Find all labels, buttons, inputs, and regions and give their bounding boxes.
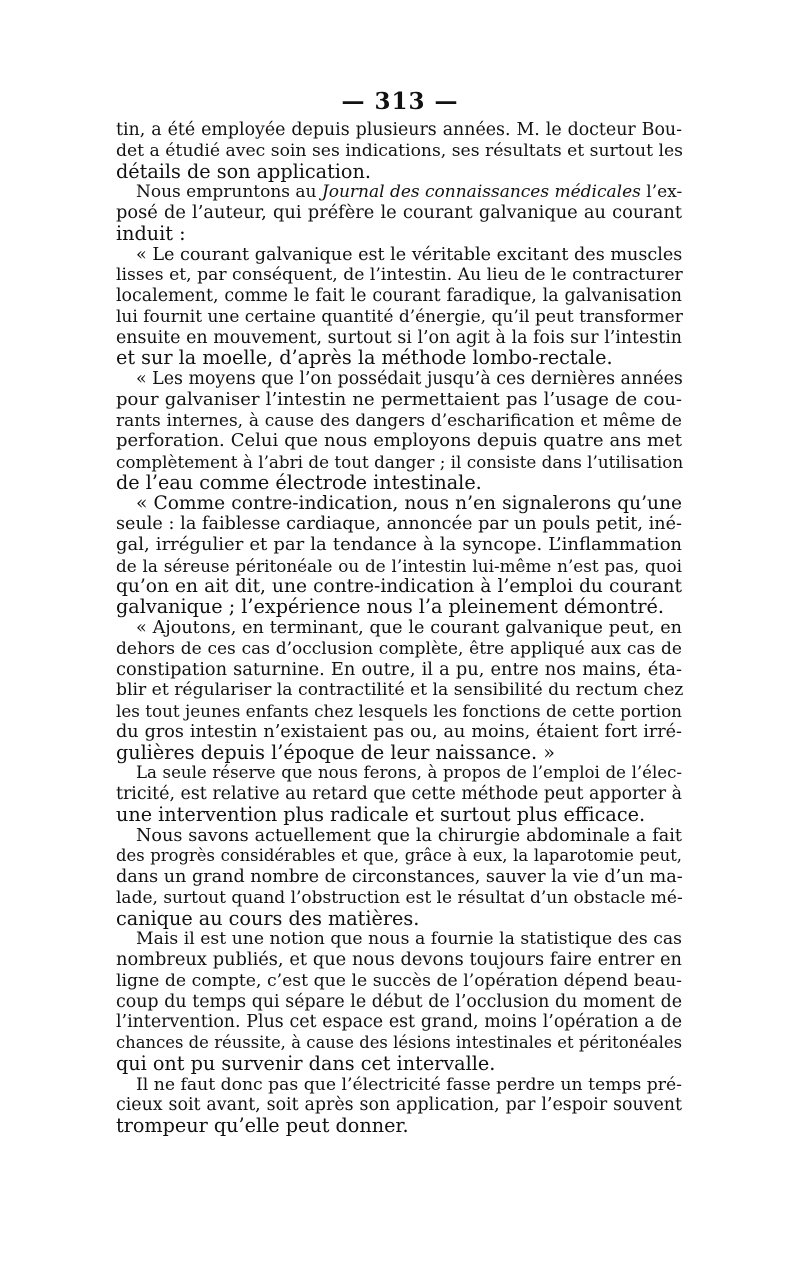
text-line <box>116 597 682 618</box>
text-line <box>116 577 682 598</box>
line-text: ensuite en mouvement, surtout si l’on agit à la fois sur l’intestin <box>116 327 682 348</box>
line-text: cieux soit avant, soit après son application, par l’espoir souvent <box>116 1095 682 1116</box>
text-line <box>116 390 682 411</box>
text-line <box>116 535 682 556</box>
text-line <box>116 245 682 266</box>
text-line <box>116 369 682 390</box>
text-line <box>116 740 682 764</box>
line-text: Mais il est une notion que nous a fournie la statistique des cas <box>136 929 682 950</box>
line-text: seule : la faiblesse cardiaque, annoncée par un pouls petit, iné- <box>116 514 682 535</box>
text-line <box>116 556 682 577</box>
text-line <box>116 431 682 452</box>
line-text: qui ont pu survenir dans cet intervalle. <box>116 1051 496 1075</box>
line-text: de l’eau comme électrode intestinale. <box>116 470 482 494</box>
line-text: des progrès considérables et que, grâce à eux, la laparotomie peut, <box>116 846 682 866</box>
body-text <box>116 120 682 1137</box>
line-text: ligne de compte, c’est que le succès de l’opération dépend beau- <box>116 970 682 991</box>
line-text: lui fournit une certaine quantité d’énergie, qu’il peut transformer <box>116 306 683 327</box>
line-text: chances de réussite, à cause des lésions intestinales et péritonéales <box>116 1033 682 1052</box>
line-text: une intervention plus radicale et surtout plus efficace. <box>116 802 646 826</box>
text-line <box>116 1075 682 1096</box>
text-line <box>116 307 682 328</box>
text-line <box>116 348 682 369</box>
line-text: tricité, est relative au retard que cette méthode peut apporter à <box>116 784 682 804</box>
text-line <box>116 265 682 286</box>
text-line <box>116 411 682 432</box>
text-line <box>116 514 682 535</box>
text-line <box>116 929 682 950</box>
line-text: perforation. Celui que nous employons depuis quatre ans met <box>116 430 682 452</box>
line-text: Nous savons actuellement que la chirurgie abdominale a fait <box>136 825 682 846</box>
text-line <box>116 639 682 660</box>
text-line <box>116 680 682 701</box>
line-text: et sur la moelle, d’après la méthode lombo-rectale. <box>116 346 613 370</box>
line-text: localement, comme le fait le courant faradique, la galvanisation <box>116 286 682 306</box>
line-text: « Ajoutons, en terminant, que le courant galvanique peut, en <box>136 618 682 638</box>
line-text: blir et régulariser la contractilité et la sensibilité du rectum chez <box>116 680 684 701</box>
line-text: gal, irrégulier et par la tendance à la syncope. L’inflammation <box>116 534 682 555</box>
line-text: « Comme contre-indication, nous n’en signalerons qu’une <box>136 492 682 514</box>
text-line <box>116 722 682 743</box>
line-text: lade, surtout quand l’obstruction est le résultat d’un obstacle mé- <box>116 887 683 908</box>
line-text: du gros intestin n’existaient pas ou, au moins, étaient fort irré- <box>116 721 682 742</box>
text-line <box>116 470 682 494</box>
text-line <box>116 846 682 867</box>
line-text: constipation saturnine. En outre, il a pu, entre nos mains, éta- <box>116 658 682 680</box>
text-line <box>116 950 682 971</box>
line-text: galvanique ; l’expérience nous l’a pleinement démontré. <box>116 595 664 619</box>
text-line <box>116 784 682 805</box>
text-line <box>116 992 682 1013</box>
line-text: l’ex- <box>640 182 683 203</box>
line-text: lisses et, par conséquent, de l’intestin. Au lieu de le contracturer <box>116 265 683 286</box>
line-text: de la séreuse péritonéale ou de l’intestin lui-même n’est pas, quoi <box>116 555 682 576</box>
line-text: dehors de ces cas d’occlusion complète, être appliqué aux cas de <box>116 638 682 659</box>
page-number: — 313 — <box>341 88 459 115</box>
line-text: tin, a été employée depuis plusieurs années. M. le docteur Bou- <box>116 120 682 140</box>
text-line <box>116 763 682 784</box>
line-text: les tout jeunes enfants chez lesquels les fonctions de cette portion <box>116 701 682 721</box>
text-line <box>116 906 682 930</box>
line-text: détails de son application. <box>116 159 371 183</box>
text-line <box>116 618 682 639</box>
text-line <box>116 867 682 888</box>
line-text: « Le courant galvanique est le véritable excitant des muscles <box>136 244 683 265</box>
text-line <box>116 1116 682 1137</box>
text-line <box>116 494 682 515</box>
text-line <box>116 1012 682 1033</box>
line-text: coup du temps qui sépare le début de l’occlusion du moment de <box>116 991 682 1012</box>
text-line <box>116 182 682 203</box>
line-text: induit : <box>116 221 186 245</box>
text-line <box>116 1051 682 1075</box>
line-text: « Les moyens que l’on possédait jusqu’à ces dernières années <box>136 369 683 389</box>
text-line <box>116 159 682 183</box>
text-line <box>116 971 682 992</box>
text-line <box>116 1095 682 1116</box>
text-line <box>116 286 682 307</box>
line-text: complètement à l’abri de tout danger ; il consiste dans l’utilisation <box>116 452 684 472</box>
text-line <box>116 203 682 224</box>
line-text: rants internes, à cause des dangers d’escharification et même de <box>116 410 682 431</box>
line-text: pour galvaniser l’intestin ne permettaient pas l’usage de cou- <box>116 388 682 410</box>
line-text: canique au cours des matières. <box>116 906 420 930</box>
line-text: qu’on en ait dit, une contre-indication à l’emploi du courant <box>116 575 682 597</box>
text-line <box>116 826 682 847</box>
line-text: det a étudié avec soin ses indications, ses résultats et surtout les <box>116 140 683 161</box>
text-line <box>116 701 682 722</box>
text-line <box>116 120 682 141</box>
text-line <box>116 888 682 909</box>
text-line <box>116 1033 682 1054</box>
text-line <box>116 452 682 473</box>
line-text: gulières depuis l’époque de leur naissance. » <box>116 740 555 764</box>
text-line <box>116 141 682 162</box>
text-line <box>116 328 682 349</box>
line-text: La seule réserve que nous ferons, à propos de l’emploi de l’élec- <box>136 763 682 783</box>
line-text: posé de l’auteur, qui préfère le courant galvanique au courant <box>116 202 682 223</box>
line-text: nombreux publiés, et que nous devons toujours faire entrer en <box>116 949 682 970</box>
line-text: Nous empruntons au <box>136 182 322 203</box>
text-line <box>116 221 682 245</box>
line-text: l’intervention. Plus cet espace est grand, moins l’opération a de <box>116 1012 682 1033</box>
line-text: dans un grand nombre de circonstances, sauver la vie d’un ma- <box>116 867 683 887</box>
line-text: Il ne faut donc pas que l’électricité fasse perdre un temps pré- <box>136 1074 682 1095</box>
text-line <box>116 660 682 681</box>
text-line <box>116 802 682 826</box>
line-text: trompeur qu’elle peut donner. <box>116 1114 409 1137</box>
journal-title: Journal des connaissances médicales <box>321 182 641 203</box>
